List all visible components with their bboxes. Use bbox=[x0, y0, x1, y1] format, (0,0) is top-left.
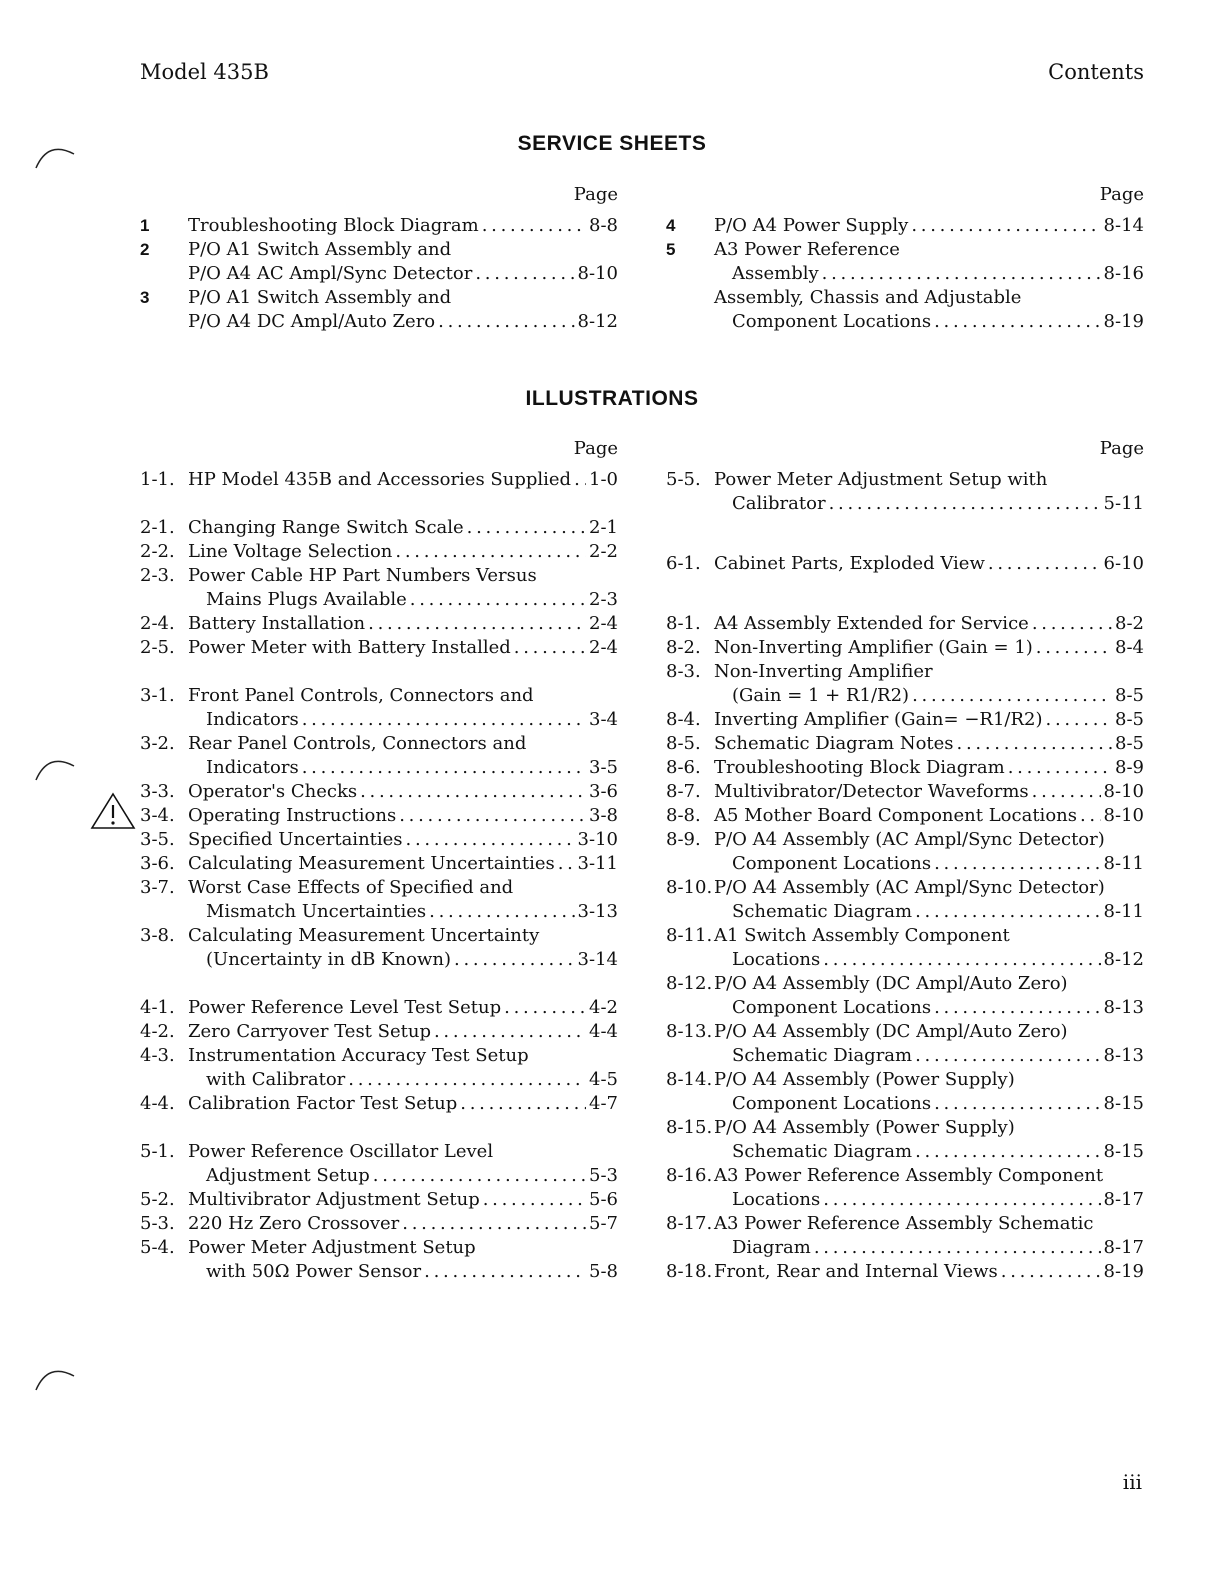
toc-entry-title: A4 Assembly Extended for Service bbox=[714, 613, 1029, 634]
group-spacer bbox=[666, 576, 1144, 612]
toc-entry-number: 3-1. bbox=[140, 685, 175, 706]
toc-entry-title: Adjustment Setup bbox=[206, 1165, 370, 1186]
dot-leader bbox=[1032, 780, 1101, 804]
toc-entry bbox=[666, 1068, 1144, 1116]
toc-entry bbox=[666, 924, 1144, 972]
toc-entry bbox=[666, 660, 1144, 708]
toc-entry-title: Troubleshooting Block Diagram bbox=[188, 215, 479, 236]
dot-leader bbox=[402, 1212, 586, 1236]
toc-page-number: 5-11 bbox=[1103, 493, 1144, 514]
dot-leader bbox=[823, 948, 1100, 972]
toc-page-number: 8-11 bbox=[1103, 853, 1144, 874]
toc-entry-number: 2-2. bbox=[140, 541, 175, 562]
toc-entry-number: 8-10. bbox=[666, 877, 713, 898]
dot-leader bbox=[957, 732, 1112, 756]
toc-entry bbox=[666, 1260, 1144, 1284]
toc-page-number: 3-14 bbox=[577, 949, 618, 970]
toc-entry-number: 3-3. bbox=[140, 781, 175, 802]
toc-page-number: 8-9 bbox=[1115, 757, 1144, 778]
dot-leader bbox=[424, 1260, 586, 1284]
toc-entry-number: 2 bbox=[140, 240, 150, 259]
page-number: iii bbox=[1122, 1470, 1142, 1494]
toc-entry bbox=[666, 756, 1144, 780]
toc-entry bbox=[666, 238, 1144, 286]
toc-page-number: 8-4 bbox=[1115, 637, 1144, 658]
toc-entry-title: Rear Panel Controls, Connectors and bbox=[188, 733, 527, 754]
toc-entry bbox=[666, 780, 1144, 804]
toc-entry-title: Component Locations bbox=[732, 853, 932, 874]
toc-page-number: 8-10 bbox=[1103, 781, 1144, 802]
toc-entry-title: Calibrator bbox=[732, 493, 826, 514]
toc-entry bbox=[140, 540, 618, 564]
toc-entry-title: Battery Installation bbox=[188, 613, 366, 634]
toc-entry-title: A5 Mother Board Component Locations bbox=[714, 805, 1077, 826]
toc-entry bbox=[666, 612, 1144, 636]
toc-entry-number: 1 bbox=[140, 216, 150, 235]
dot-leader bbox=[454, 948, 575, 972]
toc-entry-number: 3-4. bbox=[140, 805, 175, 826]
toc-page-number: 8-11 bbox=[1103, 901, 1144, 922]
toc-page-number: 3-11 bbox=[577, 853, 618, 874]
toc-entry-number: 4 bbox=[666, 216, 676, 235]
dot-leader bbox=[467, 516, 586, 540]
header-contents: Contents bbox=[1048, 60, 1144, 84]
dot-leader bbox=[406, 828, 575, 852]
toc-entry-title: Diagram bbox=[732, 1237, 811, 1258]
toc-entry-title: 220 Hz Zero Crossover bbox=[188, 1213, 400, 1234]
dot-leader bbox=[1008, 756, 1112, 780]
toc-page-number: 4-7 bbox=[589, 1093, 618, 1114]
toc-entry bbox=[666, 708, 1144, 732]
toc-page-number: 8-14 bbox=[1103, 215, 1144, 236]
toc-entry bbox=[140, 996, 618, 1020]
toc-entry-title: P/O A4 Assembly (Power Supply) bbox=[714, 1069, 1015, 1090]
toc-entry-title: A3 Power Reference Assembly Schematic bbox=[714, 1213, 1094, 1234]
dot-leader bbox=[988, 552, 1101, 576]
toc-entry-title: Schematic Diagram Notes bbox=[714, 733, 954, 754]
illustrations-title: ILLUSTRATIONS bbox=[525, 387, 699, 410]
toc-entry-title: P/O A4 Assembly (DC Ampl/Auto Zero) bbox=[714, 973, 1068, 994]
toc-page-number: 1-0 bbox=[589, 469, 618, 490]
dot-leader bbox=[911, 214, 1100, 238]
toc-entry-title: A1 Switch Assembly Component bbox=[714, 925, 1010, 946]
dot-leader bbox=[915, 1140, 1100, 1164]
toc-entry-number: 4-3. bbox=[140, 1045, 175, 1066]
toc-page-number: 2-4 bbox=[589, 637, 618, 658]
toc-entry-title: Changing Range Switch Scale bbox=[188, 517, 464, 538]
toc-page-number: 2-2 bbox=[589, 541, 618, 562]
toc-entry bbox=[140, 732, 618, 780]
toc-entry-number: 3-6. bbox=[140, 853, 175, 874]
toc-entry-number: 8-4. bbox=[666, 709, 701, 730]
toc-page-number: 5-6 bbox=[589, 1189, 618, 1210]
toc-entry-number: 8-6. bbox=[666, 757, 701, 778]
toc-entry-number: 8-5. bbox=[666, 733, 701, 754]
toc-entry bbox=[140, 1188, 618, 1212]
toc-page-number: 8-15 bbox=[1103, 1141, 1144, 1162]
toc-entry-number: 5-3. bbox=[140, 1213, 175, 1234]
toc-entry bbox=[140, 1020, 618, 1044]
dot-leader bbox=[814, 1236, 1101, 1260]
dot-leader bbox=[912, 684, 1112, 708]
toc-entry bbox=[140, 564, 618, 612]
dot-leader bbox=[460, 1092, 586, 1116]
dot-leader bbox=[438, 310, 574, 334]
toc-entry-title: A3 Power Reference bbox=[714, 239, 900, 260]
toc-page-number: 8-5 bbox=[1115, 709, 1144, 730]
warning-triangle-icon bbox=[90, 791, 136, 831]
toc-page-number: 8-8 bbox=[589, 215, 618, 236]
toc-entry-title: P/O A4 Assembly (Power Supply) bbox=[714, 1117, 1015, 1138]
toc-entry-title: Schematic Diagram bbox=[732, 1141, 913, 1162]
toc-entry bbox=[140, 1044, 618, 1092]
toc-entry bbox=[666, 876, 1144, 924]
dot-leader bbox=[302, 756, 586, 780]
toc-entry-title: Power Meter Adjustment Setup with bbox=[714, 469, 1048, 490]
toc-entry bbox=[666, 804, 1144, 828]
toc-entry-number: 6-1. bbox=[666, 553, 701, 574]
toc-entry-number: 3-8. bbox=[140, 925, 175, 946]
page-heading: Page bbox=[573, 184, 618, 205]
toc-entry-number: 8-7. bbox=[666, 781, 701, 802]
toc-page-number: 8-19 bbox=[1103, 311, 1144, 332]
toc-entry-number: 8-17. bbox=[666, 1213, 713, 1234]
toc-page-number: 2-4 bbox=[589, 613, 618, 634]
toc-page-number: 8-17 bbox=[1103, 1189, 1144, 1210]
toc-page-number: 4-5 bbox=[589, 1069, 618, 1090]
toc-entry-title: Troubleshooting Block Diagram bbox=[714, 757, 1005, 778]
toc-entry-title: P/O A4 Assembly (AC Ampl/Sync Detector) bbox=[714, 829, 1105, 850]
toc-entry-number: 8-14. bbox=[666, 1069, 713, 1090]
toc-entry bbox=[140, 804, 618, 828]
toc-entry-title: Non-Inverting Amplifier bbox=[714, 661, 933, 682]
toc-page-number: 8-10 bbox=[1103, 805, 1144, 826]
margin-arc-mark bbox=[34, 752, 78, 782]
toc-entry-number: 2-4. bbox=[140, 613, 175, 634]
group-spacer bbox=[140, 1116, 618, 1140]
toc-entry-title: P/O A4 Assembly (DC Ampl/Auto Zero) bbox=[714, 1021, 1068, 1042]
toc-entry-number: 8-16. bbox=[666, 1165, 713, 1186]
toc-entry-title: Multivibrator/Detector Waveforms bbox=[714, 781, 1029, 802]
page-heading: Page bbox=[1099, 438, 1144, 459]
dot-leader bbox=[395, 540, 586, 564]
dot-leader bbox=[373, 1164, 586, 1188]
toc-entry bbox=[140, 286, 618, 334]
toc-entry bbox=[666, 1116, 1144, 1164]
toc-entry-title: Specified Uncertainties bbox=[188, 829, 403, 850]
toc-entry-number: 8-2. bbox=[666, 637, 701, 658]
toc-page-number: 5-3 bbox=[589, 1165, 618, 1186]
toc-entry-number: 3-7. bbox=[140, 877, 175, 898]
toc-entry-title: Power Meter with Battery Installed bbox=[188, 637, 511, 658]
toc-entry-title: Mains Plugs Available bbox=[206, 589, 407, 610]
toc-entry-number: 5-5. bbox=[666, 469, 701, 490]
group-spacer bbox=[666, 516, 1144, 552]
toc-entry-title: HP Model 435B and Accessories Supplied bbox=[188, 469, 572, 490]
toc-entry-title: Locations bbox=[732, 949, 821, 970]
illustrations-right-column bbox=[666, 437, 1144, 1284]
toc-entry-title: Power Reference Oscillator Level bbox=[188, 1141, 494, 1162]
toc-entry-number: 1-1. bbox=[140, 469, 175, 490]
toc-page-number: 8-16 bbox=[1103, 263, 1144, 284]
toc-entry-number: 8-9. bbox=[666, 829, 701, 850]
toc-entry bbox=[666, 1164, 1144, 1212]
toc-entry-number: 5-1. bbox=[140, 1141, 175, 1162]
dot-leader bbox=[399, 804, 586, 828]
toc-entry-title: Indicators bbox=[206, 757, 299, 778]
toc-entry bbox=[140, 924, 618, 972]
toc-entry-title: Component Locations bbox=[732, 1093, 932, 1114]
toc-entry-title: Schematic Diagram bbox=[732, 1045, 913, 1066]
toc-entry-title: P/O A4 Assembly (AC Ampl/Sync Detector) bbox=[714, 877, 1105, 898]
toc-page-number: 3-5 bbox=[589, 757, 618, 778]
toc-entry bbox=[666, 286, 1144, 334]
toc-page-number: 2-1 bbox=[589, 517, 618, 538]
toc-page-number: 8-17 bbox=[1103, 1237, 1144, 1258]
dot-leader bbox=[915, 900, 1100, 924]
dot-leader bbox=[934, 852, 1100, 876]
toc-page-number: 8-5 bbox=[1115, 685, 1144, 706]
toc-entry-number: 8-15. bbox=[666, 1117, 713, 1138]
group-spacer bbox=[140, 972, 618, 996]
toc-entry-title: Worst Case Effects of Specified and bbox=[188, 877, 514, 898]
toc-entry bbox=[666, 1212, 1144, 1260]
toc-entry-title: (Uncertainty in dB Known) bbox=[206, 949, 452, 970]
toc-entry-title: Component Locations bbox=[732, 311, 932, 332]
illustrations-left-column bbox=[140, 437, 618, 1284]
dot-leader bbox=[1032, 612, 1112, 636]
toc-entry-title: Component Locations bbox=[732, 997, 932, 1018]
toc-entry-title: P/O A1 Switch Assembly and bbox=[188, 287, 452, 308]
toc-entry-number: 4-1. bbox=[140, 997, 175, 1018]
toc-entry-title: A3 Power Reference Assembly Component bbox=[714, 1165, 1104, 1186]
toc-entry-title: Locations bbox=[732, 1189, 821, 1210]
toc-page-number: 8-10 bbox=[577, 263, 618, 284]
toc-entry bbox=[140, 516, 618, 540]
group-spacer bbox=[140, 492, 618, 516]
toc-entry bbox=[666, 468, 1144, 516]
toc-page-number: 3-13 bbox=[577, 901, 618, 922]
toc-entry-title: Front, Rear and Internal Views bbox=[714, 1261, 998, 1282]
dot-leader bbox=[829, 492, 1101, 516]
toc-entry bbox=[140, 852, 618, 876]
toc-entry bbox=[666, 1020, 1144, 1068]
toc-page-number: 2-3 bbox=[589, 589, 618, 610]
service-sheets-right-column bbox=[666, 183, 1144, 334]
toc-entry-title: P/O A4 AC Ampl/Sync Detector bbox=[188, 263, 473, 284]
dot-leader bbox=[302, 708, 586, 732]
service-sheets-title: SERVICE SHEETS bbox=[517, 132, 707, 155]
toc-entry-title: (Gain = 1 + R1/R2) bbox=[732, 685, 910, 706]
toc-entry-number bbox=[666, 286, 714, 334]
toc-entry bbox=[140, 612, 618, 636]
toc-entry bbox=[666, 828, 1144, 876]
toc-entry-title: Assembly, Chassis and Adjustable bbox=[714, 287, 1022, 308]
toc-entry bbox=[666, 636, 1144, 660]
toc-entry-number: 4-4. bbox=[140, 1093, 175, 1114]
toc-entry-title: Calculating Measurement Uncertainty bbox=[188, 925, 540, 946]
toc-page-number: 5-7 bbox=[589, 1213, 618, 1234]
dot-leader bbox=[482, 214, 586, 238]
toc-entry bbox=[140, 828, 618, 852]
dot-leader bbox=[483, 1188, 586, 1212]
toc-entry-number: 8-13. bbox=[666, 1021, 713, 1042]
toc-entry bbox=[666, 552, 1144, 576]
toc-entry-title: Calibration Factor Test Setup bbox=[188, 1093, 458, 1114]
dot-leader bbox=[1036, 636, 1112, 660]
toc-entry-title: Inverting Amplifier (Gain= −R1/R2) bbox=[714, 709, 1043, 730]
toc-page-number: 8-15 bbox=[1103, 1093, 1144, 1114]
toc-page-number: 8-2 bbox=[1115, 613, 1144, 634]
dot-leader bbox=[360, 780, 586, 804]
dot-leader bbox=[348, 1068, 586, 1092]
toc-entry bbox=[140, 636, 618, 660]
toc-entry bbox=[140, 238, 618, 286]
toc-entry bbox=[140, 214, 618, 238]
toc-entry-number: 8-8. bbox=[666, 805, 701, 826]
dot-leader bbox=[823, 1188, 1100, 1212]
margin-arc-mark bbox=[34, 1362, 78, 1392]
toc-entry-number: 8-18. bbox=[666, 1261, 713, 1282]
toc-entry bbox=[140, 1140, 618, 1188]
toc-entry-number: 5-2. bbox=[140, 1189, 175, 1210]
toc-entry bbox=[140, 684, 618, 732]
toc-entry bbox=[140, 876, 618, 924]
dot-leader bbox=[1046, 708, 1112, 732]
group-spacer bbox=[140, 660, 618, 684]
toc-entry-title: Power Meter Adjustment Setup bbox=[188, 1237, 476, 1258]
toc-entry-number: 3 bbox=[140, 288, 150, 307]
toc-page-number: 6-10 bbox=[1103, 553, 1144, 574]
toc-page-number: 4-2 bbox=[589, 997, 618, 1018]
toc-page-number: 4-4 bbox=[589, 1021, 618, 1042]
toc-entry bbox=[140, 1212, 618, 1236]
service-sheets-left-column bbox=[140, 183, 618, 334]
toc-entry bbox=[140, 1092, 618, 1116]
dot-leader bbox=[1001, 1260, 1101, 1284]
toc-entry-title: Operator's Checks bbox=[188, 781, 358, 802]
dot-leader bbox=[429, 900, 574, 924]
toc-entry bbox=[666, 972, 1144, 1020]
toc-entry-number: 3-2. bbox=[140, 733, 175, 754]
toc-page-number: 5-8 bbox=[589, 1261, 618, 1282]
toc-page-number: 8-19 bbox=[1103, 1261, 1144, 1282]
toc-entry-title: with Calibrator bbox=[206, 1069, 346, 1090]
toc-entry bbox=[140, 468, 618, 492]
toc-entry-title: Cabinet Parts, Exploded View bbox=[714, 553, 985, 574]
header-model: Model 435B bbox=[140, 60, 269, 84]
dot-leader bbox=[558, 852, 575, 876]
toc-entry-number: 8-1. bbox=[666, 613, 701, 634]
dot-leader bbox=[410, 588, 586, 612]
dot-leader bbox=[434, 1020, 586, 1044]
toc-page-number: 8-13 bbox=[1103, 1045, 1144, 1066]
toc-entry-title: Zero Carryover Test Setup bbox=[188, 1021, 431, 1042]
toc-entry-title: Indicators bbox=[206, 709, 299, 730]
dot-leader bbox=[504, 996, 586, 1020]
dot-leader bbox=[574, 468, 586, 492]
dot-leader bbox=[1080, 804, 1101, 828]
toc-entry-title: Mismatch Uncertainties bbox=[206, 901, 427, 922]
dot-leader bbox=[915, 1044, 1100, 1068]
toc-entry-title: Schematic Diagram bbox=[732, 901, 913, 922]
toc-entry-number: 8-11. bbox=[666, 925, 713, 946]
toc-entry-title: Calculating Measurement Uncertainties bbox=[188, 853, 555, 874]
toc-page-number: 3-6 bbox=[589, 781, 618, 802]
toc-entry-title: P/O A4 Power Supply bbox=[714, 215, 909, 236]
toc-page-number: 8-12 bbox=[577, 311, 618, 332]
toc-entry-number: 2-3. bbox=[140, 565, 175, 586]
toc-entry-title: P/O A4 DC Ampl/Auto Zero bbox=[188, 311, 436, 332]
toc-entry-title: Power Cable HP Part Numbers Versus bbox=[188, 565, 537, 586]
toc-entry-title: with 50Ω Power Sensor bbox=[206, 1261, 422, 1282]
dot-leader bbox=[822, 262, 1101, 286]
page-heading: Page bbox=[573, 438, 618, 459]
toc-entry-title: Instrumentation Accuracy Test Setup bbox=[188, 1045, 529, 1066]
toc-entry bbox=[140, 780, 618, 804]
toc-entry bbox=[666, 214, 1144, 238]
toc-entry-title: Multivibrator Adjustment Setup bbox=[188, 1189, 480, 1210]
toc-entry-title: Front Panel Controls, Connectors and bbox=[188, 685, 534, 706]
toc-entry-title: P/O A1 Switch Assembly and bbox=[188, 239, 452, 260]
toc-entry bbox=[666, 732, 1144, 756]
toc-entry-title: Line Voltage Selection bbox=[188, 541, 393, 562]
toc-entry-title: Assembly bbox=[732, 263, 819, 284]
toc-entry-title: Operating Instructions bbox=[188, 805, 397, 826]
toc-entry-title: Power Reference Level Test Setup bbox=[188, 997, 502, 1018]
dot-leader bbox=[934, 996, 1100, 1020]
dot-leader bbox=[934, 1092, 1100, 1116]
dot-leader bbox=[368, 612, 586, 636]
dot-leader bbox=[514, 636, 586, 660]
toc-page-number: 3-8 bbox=[589, 805, 618, 826]
toc-entry-number: 8-12. bbox=[666, 973, 713, 994]
toc-page-number: 8-5 bbox=[1115, 733, 1144, 754]
margin-arc-mark bbox=[34, 140, 78, 170]
toc-page-number: 8-12 bbox=[1103, 949, 1144, 970]
toc-entry-number: 2-5. bbox=[140, 637, 175, 658]
toc-entry-number: 5-4. bbox=[140, 1237, 175, 1258]
toc-entry-number: 4-2. bbox=[140, 1021, 175, 1042]
toc-entry-number: 2-1. bbox=[140, 517, 175, 538]
toc-page-number: 8-13 bbox=[1103, 997, 1144, 1018]
page-heading: Page bbox=[1099, 184, 1144, 205]
toc-page-number: 3-10 bbox=[577, 829, 618, 850]
dot-leader bbox=[934, 310, 1100, 334]
toc-page-number: 3-4 bbox=[589, 709, 618, 730]
toc-entry-title: Non-Inverting Amplifier (Gain = 1) bbox=[714, 637, 1033, 658]
toc-entry bbox=[140, 1236, 618, 1284]
toc-entry-number: 3-5. bbox=[140, 829, 175, 850]
toc-entry-number: 5 bbox=[666, 240, 676, 259]
dot-leader bbox=[475, 262, 574, 286]
toc-entry-number: 8-3. bbox=[666, 661, 701, 682]
